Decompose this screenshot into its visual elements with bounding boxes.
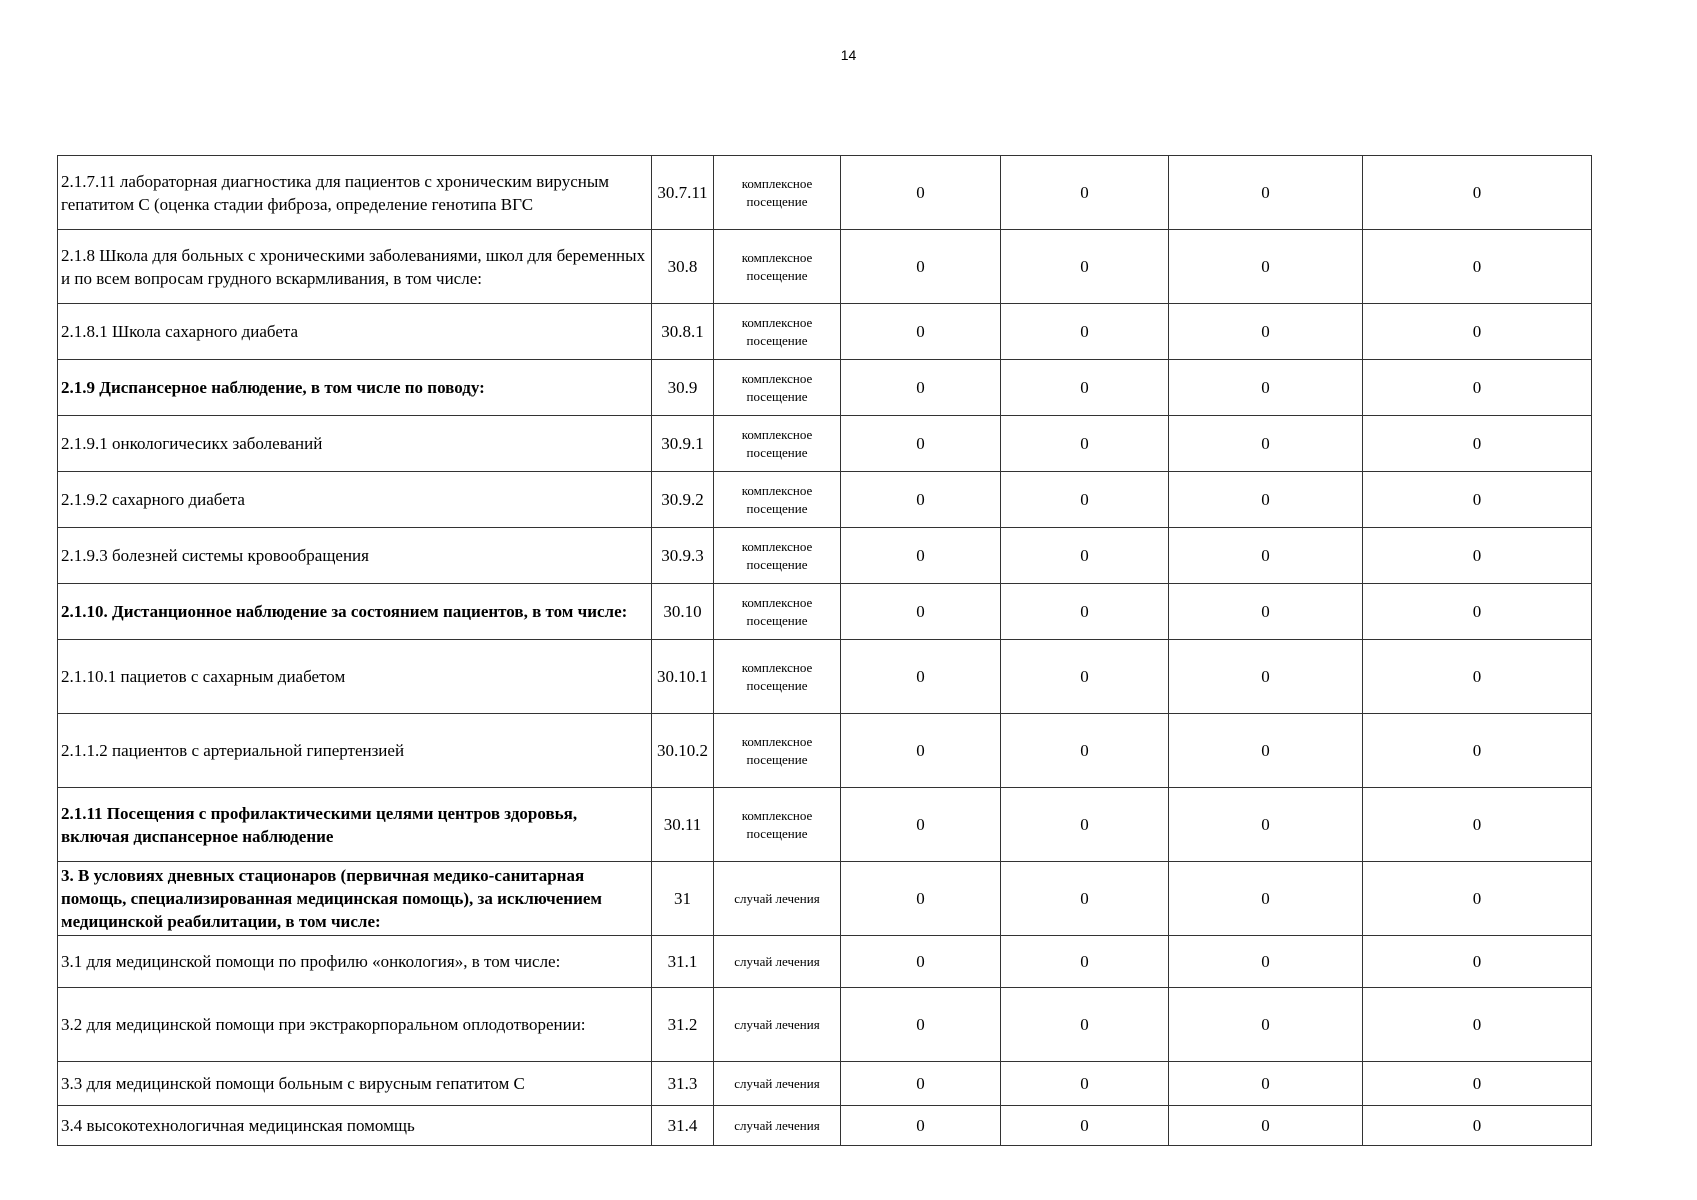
table-row — [58, 360, 1592, 416]
row-value-cell: 0 — [1169, 528, 1363, 584]
row-value-cell: 0 — [1169, 156, 1363, 230]
row-name-cell: 2.1.1.2 пациентов с артериальной гипертензией — [58, 714, 652, 788]
table-row — [58, 304, 1592, 360]
row-code-cell: 30.8.1 — [652, 304, 714, 360]
table-row — [58, 640, 1592, 714]
row-unit-cell: комплексное посещение — [714, 788, 841, 862]
row-value-cell: 0 — [1001, 360, 1169, 416]
row-code-cell: 30.11 — [652, 788, 714, 862]
table-row — [58, 528, 1592, 584]
row-unit-cell: случай лечения — [714, 862, 841, 936]
row-value-cell: 0 — [1363, 862, 1592, 936]
row-name-cell: 3.4 высокотехнологичная медицинская помомщь — [58, 1106, 652, 1146]
row-unit-cell: комплексное посещение — [714, 714, 841, 788]
row-value-cell: 0 — [1169, 936, 1363, 988]
row-name-cell: 2.1.8 Школа для больных с хроническими заболеваниями, школ для беременных и по всем вопросам грудного вскармливания, в том числе: — [58, 230, 652, 304]
row-name-cell: 2.1.10.1 пациетов с сахарным диабетом — [58, 640, 652, 714]
row-value-cell: 0 — [1363, 304, 1592, 360]
row-code-cell: 30.9.3 — [652, 528, 714, 584]
row-value-cell: 0 — [1363, 156, 1592, 230]
row-value-cell: 0 — [1001, 584, 1169, 640]
row-code-cell: 30.9.2 — [652, 472, 714, 528]
table-row — [58, 714, 1592, 788]
row-unit-cell: случай лечения — [714, 988, 841, 1062]
row-value-cell: 0 — [841, 862, 1001, 936]
row-unit-cell: случай лечения — [714, 936, 841, 988]
row-value-cell: 0 — [841, 528, 1001, 584]
row-code-cell: 31 — [652, 862, 714, 936]
row-value-cell: 0 — [1001, 230, 1169, 304]
table-row — [58, 1106, 1592, 1146]
row-value-cell: 0 — [1001, 714, 1169, 788]
row-code-cell: 31.3 — [652, 1062, 714, 1106]
row-value-cell: 0 — [1001, 156, 1169, 230]
row-value-cell: 0 — [1001, 988, 1169, 1062]
row-value-cell: 0 — [841, 788, 1001, 862]
row-value-cell: 0 — [841, 1106, 1001, 1146]
page-number: 14 — [840, 47, 857, 63]
row-value-cell: 0 — [1001, 416, 1169, 472]
row-value-cell: 0 — [1001, 528, 1169, 584]
row-value-cell: 0 — [841, 230, 1001, 304]
row-unit-cell: комплексное посещение — [714, 528, 841, 584]
table-body — [58, 156, 1592, 1146]
row-value-cell: 0 — [1363, 936, 1592, 988]
row-value-cell: 0 — [1001, 862, 1169, 936]
row-unit-cell: комплексное посещение — [714, 360, 841, 416]
row-value-cell: 0 — [1001, 1062, 1169, 1106]
row-name-cell: 2.1.8.1 Школа сахарного диабета — [58, 304, 652, 360]
row-value-cell: 0 — [1169, 1062, 1363, 1106]
row-value-cell: 0 — [1169, 988, 1363, 1062]
row-value-cell: 0 — [1363, 528, 1592, 584]
table-row — [58, 156, 1592, 230]
row-value-cell: 0 — [841, 1062, 1001, 1106]
row-value-cell: 0 — [1169, 862, 1363, 936]
row-value-cell: 0 — [1363, 416, 1592, 472]
row-code-cell: 30.8 — [652, 230, 714, 304]
row-name-cell: 2.1.9.3 болезней системы кровообращения — [58, 528, 652, 584]
row-value-cell: 0 — [841, 936, 1001, 988]
row-code-cell: 30.9.1 — [652, 416, 714, 472]
row-name-cell: 2.1.10. Дистанционное наблюдение за состоянием пациентов, в том числе: — [58, 584, 652, 640]
row-code-cell: 30.10 — [652, 584, 714, 640]
row-name-cell: 2.1.9.1 онкологичесикх заболеваний — [58, 416, 652, 472]
row-value-cell: 0 — [1169, 230, 1363, 304]
row-code-cell: 30.7.11 — [652, 156, 714, 230]
table-row — [58, 230, 1592, 304]
row-value-cell: 0 — [1001, 1106, 1169, 1146]
row-code-cell: 30.10.1 — [652, 640, 714, 714]
row-value-cell: 0 — [1169, 304, 1363, 360]
table-row — [58, 472, 1592, 528]
row-value-cell: 0 — [1001, 936, 1169, 988]
row-value-cell: 0 — [1169, 360, 1363, 416]
row-value-cell: 0 — [841, 360, 1001, 416]
row-value-cell: 0 — [1363, 714, 1592, 788]
row-value-cell: 0 — [1363, 988, 1592, 1062]
row-code-cell: 30.10.2 — [652, 714, 714, 788]
row-value-cell: 0 — [1363, 584, 1592, 640]
row-value-cell: 0 — [841, 640, 1001, 714]
row-value-cell: 0 — [1169, 584, 1363, 640]
row-unit-cell: комплексное посещение — [714, 472, 841, 528]
table-row — [58, 1062, 1592, 1106]
row-value-cell: 0 — [1169, 1106, 1363, 1146]
row-value-cell: 0 — [1001, 640, 1169, 714]
row-value-cell: 0 — [1363, 360, 1592, 416]
row-value-cell: 0 — [1001, 304, 1169, 360]
row-name-cell: 3.1 для медицинской помощи по профилю «онкология», в том числе: — [58, 936, 652, 988]
row-unit-cell: комплексное посещение — [714, 584, 841, 640]
row-value-cell: 0 — [1363, 1106, 1592, 1146]
row-value-cell: 0 — [1001, 472, 1169, 528]
row-unit-cell: комплексное посещение — [714, 416, 841, 472]
table-row — [58, 988, 1592, 1062]
row-value-cell: 0 — [1169, 472, 1363, 528]
row-unit-cell: комплексное посещение — [714, 156, 841, 230]
row-value-cell: 0 — [841, 584, 1001, 640]
table-row — [58, 936, 1592, 988]
row-name-cell: 2.1.9.2 сахарного диабета — [58, 472, 652, 528]
row-value-cell: 0 — [841, 714, 1001, 788]
row-value-cell: 0 — [1001, 788, 1169, 862]
row-value-cell: 0 — [1363, 788, 1592, 862]
data-table — [57, 155, 1592, 1146]
row-unit-cell: случай лечения — [714, 1062, 841, 1106]
table-row — [58, 416, 1592, 472]
row-value-cell: 0 — [841, 472, 1001, 528]
row-value-cell: 0 — [1169, 416, 1363, 472]
row-value-cell: 0 — [1363, 1062, 1592, 1106]
table-row — [58, 788, 1592, 862]
row-name-cell: 2.1.9 Диспансерное наблюдение, в том числе по поводу: — [58, 360, 652, 416]
row-value-cell: 0 — [841, 416, 1001, 472]
row-unit-cell: случай лечения — [714, 1106, 841, 1146]
row-value-cell: 0 — [1169, 640, 1363, 714]
row-value-cell: 0 — [1363, 230, 1592, 304]
table-row — [58, 584, 1592, 640]
row-unit-cell: комплексное посещение — [714, 304, 841, 360]
row-value-cell: 0 — [841, 988, 1001, 1062]
row-value-cell: 0 — [1363, 640, 1592, 714]
row-value-cell: 0 — [841, 304, 1001, 360]
row-code-cell: 31.1 — [652, 936, 714, 988]
row-value-cell: 0 — [841, 156, 1001, 230]
row-name-cell: 2.1.11 Посещения с профилактическими целями центров здоровья, включая диспансерное наблюдение — [58, 788, 652, 862]
row-code-cell: 30.9 — [652, 360, 714, 416]
row-value-cell: 0 — [1169, 788, 1363, 862]
row-name-cell: 2.1.7.11 лабораторная диагностика для пациентов с хроническим вирусным гепатитом С (оценка стадии фиброза, определение генотипа ВГС — [58, 156, 652, 230]
row-unit-cell: комплексное посещение — [714, 230, 841, 304]
row-code-cell: 31.4 — [652, 1106, 714, 1146]
row-name-cell: 3.2 для медицинской помощи при экстракорпоральном оплодотворении: — [58, 988, 652, 1062]
row-name-cell: 3. В условиях дневных стационаров (первичная медико-санитарная помощь, специализированная медицинская помощь), за исключением медицинской реабилитации, в том числе: — [58, 862, 652, 936]
row-code-cell: 31.2 — [652, 988, 714, 1062]
row-value-cell: 0 — [1363, 472, 1592, 528]
row-unit-cell: комплексное посещение — [714, 640, 841, 714]
row-value-cell: 0 — [1169, 714, 1363, 788]
row-name-cell: 3.3 для медицинской помощи больным с вирусным гепатитом С — [58, 1062, 652, 1106]
table-row — [58, 862, 1592, 936]
